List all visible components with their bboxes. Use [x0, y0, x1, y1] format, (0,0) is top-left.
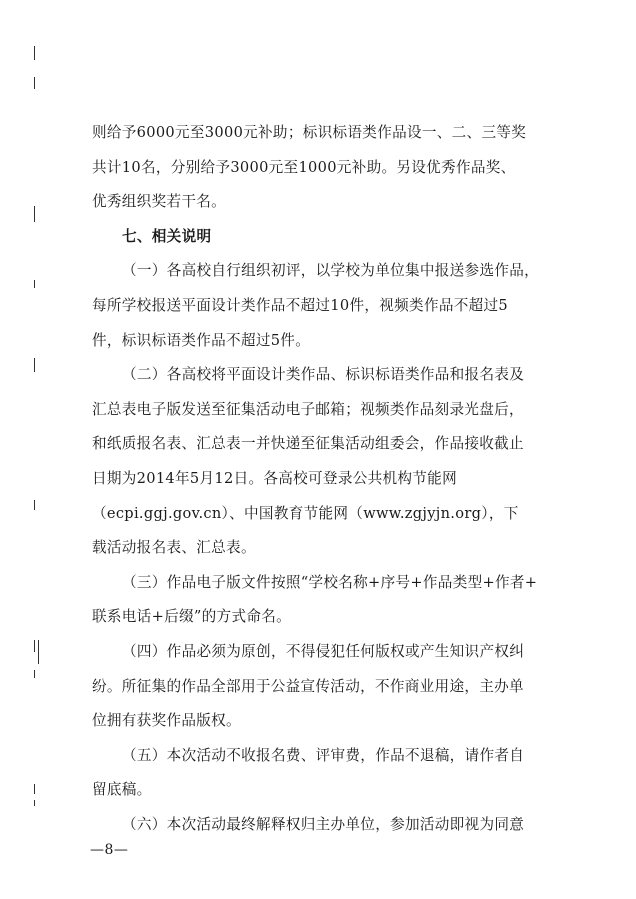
binding-mark: [34, 800, 35, 806]
binding-mark: [34, 358, 35, 372]
binding-mark: [34, 670, 35, 678]
text-line: 每所学校报送平面设计类作品不超过10件，视频类作品不超过5: [92, 296, 508, 314]
binding-mark: [34, 500, 35, 510]
text-line: 载活动报名表、汇总表。: [92, 539, 256, 557]
page-number: —8—: [90, 842, 129, 858]
text-line: （三）作品电子版文件按照“学校名称+序号+作品类型+作者+: [122, 573, 538, 591]
section-heading: 七、相关说明: [122, 227, 212, 245]
binding-mark: [34, 206, 35, 222]
text-line: 共计10名，分别给予3000元至1000元补助。另设优秀作品奖、: [92, 158, 516, 176]
binding-mark: [34, 640, 35, 652]
text-line: （二）各高校将平面设计类作品、标识标语类作品和报名表及: [122, 366, 525, 384]
text-line: 则给予6000元至3000元补助；标识标语类作品设一、二、三等奖: [92, 124, 527, 141]
binding-mark: [34, 77, 35, 89]
text-line: 优秀组织奖若干名。: [92, 193, 227, 211]
text-line: （六）本次活动最终解释权归主办单位，参加活动即视为同意: [122, 815, 525, 833]
binding-mark: [34, 784, 35, 794]
binding-mark: [34, 46, 35, 60]
text-line: 位拥有获奖作品版权。: [92, 712, 241, 730]
text-line: 留底稿。: [92, 781, 152, 799]
binding-mark: [38, 640, 39, 664]
text-line: 联系电话+后缀”的方式命名。: [92, 608, 292, 626]
body-text: [92, 116, 552, 842]
text-line: 和纸质报名表、汇总表一并快递至征集活动组委会，作品接收截止: [92, 435, 524, 453]
text-line: （ecpi.ggj.gov.cn）、中国教育节能网（www.zgjyjn.org），下: [92, 504, 519, 522]
text-line: （五）本次活动不收报名费、评审费，作品不退稿，请作者自: [122, 746, 525, 764]
text-line: 日期为2014年5月12日。各高校可登录公共机构节能网: [92, 469, 457, 487]
text-line: （一）各高校自行组织初评，以学校为单位集中报送参选作品，: [122, 262, 540, 280]
text-line: 件，标识标语类作品不超过5件。: [92, 331, 311, 349]
text-line: （四）作品必须为原创，不得侵犯任何版权或产生知识产权纠: [122, 642, 525, 660]
binding-mark: [34, 280, 35, 288]
text-line: 汇总表电子版发送至征集活动电子邮箱；视频类作品刻录光盘后，: [92, 400, 524, 418]
text-line: 纷。所征集的作品全部用于公益宣传活动，不作商业用途，主办单: [92, 677, 524, 695]
